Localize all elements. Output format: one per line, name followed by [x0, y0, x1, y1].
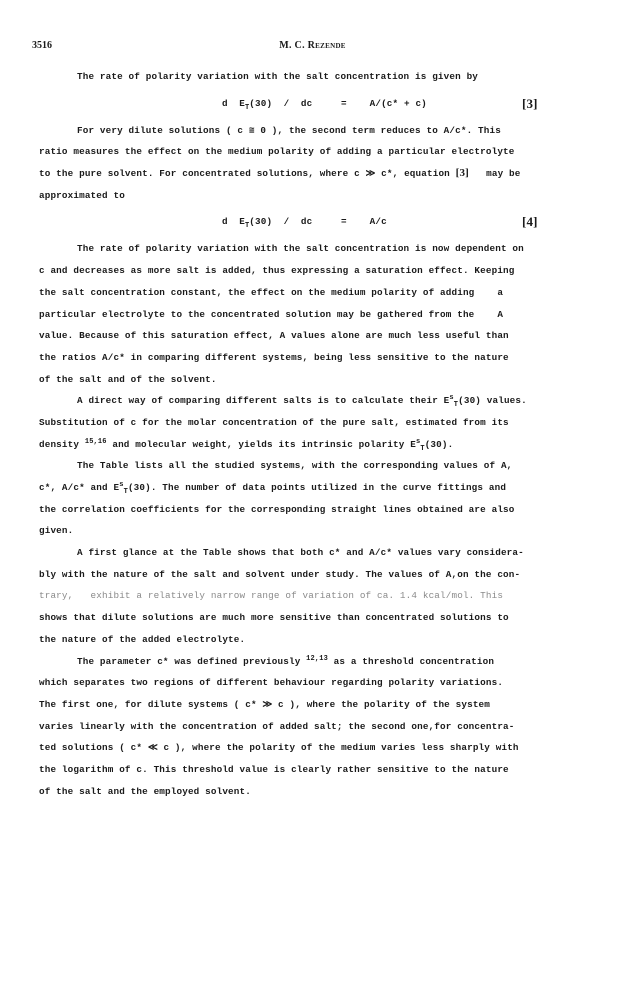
paragraph-line: The rate of polarity variation with the salt concentration is now dependent on [77, 243, 524, 255]
paragraph-line: ted solutions ( c* ≪ c ), where the polarity of the medium varies less sharply with [39, 742, 519, 754]
equation-3 [39, 88, 607, 120]
paragraph-line: varies linearly with the concentration of added salt; the second one,for concentra- [39, 720, 515, 732]
paragraph-line: to the pure solvent. For concentrated solutions, where c ≫ c*, equation [3] may be [39, 167, 521, 180]
equation-3-number: [3] [522, 95, 538, 111]
paragraph-line: value. Because of this saturation effect, A values alone are much less useful than [39, 330, 509, 342]
paragraph-line: the salt concentration constant, the effect on the medium polarity of adding a [39, 286, 504, 298]
paragraph-line: the logarithm of c. This threshold value is clearly rather sensitive to the nature [39, 763, 509, 775]
paragraph-line: density $^{15,16}$ and molecular weight, yields its intrinsic polarity $E^s_T(30)$. [39, 437, 454, 453]
equation-4-number: [4] [522, 214, 538, 230]
body-text [39, 66, 607, 802]
paragraph-line: the correlation coefficients for the corresponding straight lines obtained are also [39, 503, 515, 515]
paragraph-line: approximated to [39, 189, 125, 201]
paragraph-line: given. [39, 525, 74, 537]
citation-ref: 15,16 [84, 437, 107, 446]
paragraph-line: shows that dilute solutions are much more sensitive than concentrated solutions to [39, 612, 509, 624]
paragraph-line: c*, A/c* and $E^s_T(30)$. The number of data points utilized in the curve fittings and [39, 480, 507, 496]
paragraph-line: The rate of polarity variation with the salt concentration is given by [77, 71, 479, 82]
page-number: 3516 [32, 40, 52, 51]
equation-ref: [3] [455, 167, 469, 180]
paragraph-line: particular electrolyte to the concentrated solution may be gathered from the A [39, 308, 504, 320]
paragraph-line: The first one, for dilute systems ( c* ≫ c ), where the polarity of the system [39, 698, 491, 710]
paragraph-line: which separates two regions of different behaviour regarding polarity variations. [39, 677, 504, 689]
paragraph-line-faded: trary, exhibit a relatively narrow range of variation of ca. 1.4 kcal/mol. This [39, 590, 504, 602]
running-header [0, 40, 625, 54]
paragraph-line: The Table lists all the studied systems, with the corresponding values of A, [77, 460, 513, 472]
paragraph-line: the ratios A/c* in comparing different systems, being less sensitive to the nature [39, 351, 509, 363]
paragraph-line: A first glance at the Table shows that both c* and A/c* values vary considera- [77, 547, 524, 559]
paragraph-line: of the salt and the employed solvent. [39, 785, 251, 797]
paragraph-line: c and decreases as more salt is added, thus expressing a saturation effect. Keeping [39, 265, 515, 277]
paragraph-line: The parameter c* was defined previously $^{12,13}$ as a threshold concentration [77, 654, 495, 667]
equation-4 [39, 206, 607, 238]
paragraph-line: For very dilute solutions ( c ≅ 0 ), the second term reduces to A/c*. This [77, 124, 501, 136]
paragraph-line: A direct way of comparing different salts is to calculate their $E^s_T(30)$ values. [77, 394, 527, 410]
paragraph-line: of the salt and of the solvent. [39, 373, 217, 385]
paragraph-line: bly with the nature of the salt and solvent under study. The values of A,on the con- [39, 568, 521, 580]
paragraph-line: ratio measures the effect on the medium polarity of adding a particular electrolyte [39, 146, 515, 158]
equation-3-expression: d $E_T(30)$ / dc = A/(c* + c) [222, 97, 427, 112]
paragraph-line: Substitution of c for the molar concentration of the pure salt, estimated from its [39, 416, 509, 428]
paragraph-line: the nature of the added electrolyte. [39, 633, 246, 645]
equation-4-expression: d $E_T(30)$ / dc = A/c [222, 216, 387, 231]
running-author: M. C. Rezende [279, 40, 346, 51]
citation-ref: 12,13 [306, 654, 328, 663]
